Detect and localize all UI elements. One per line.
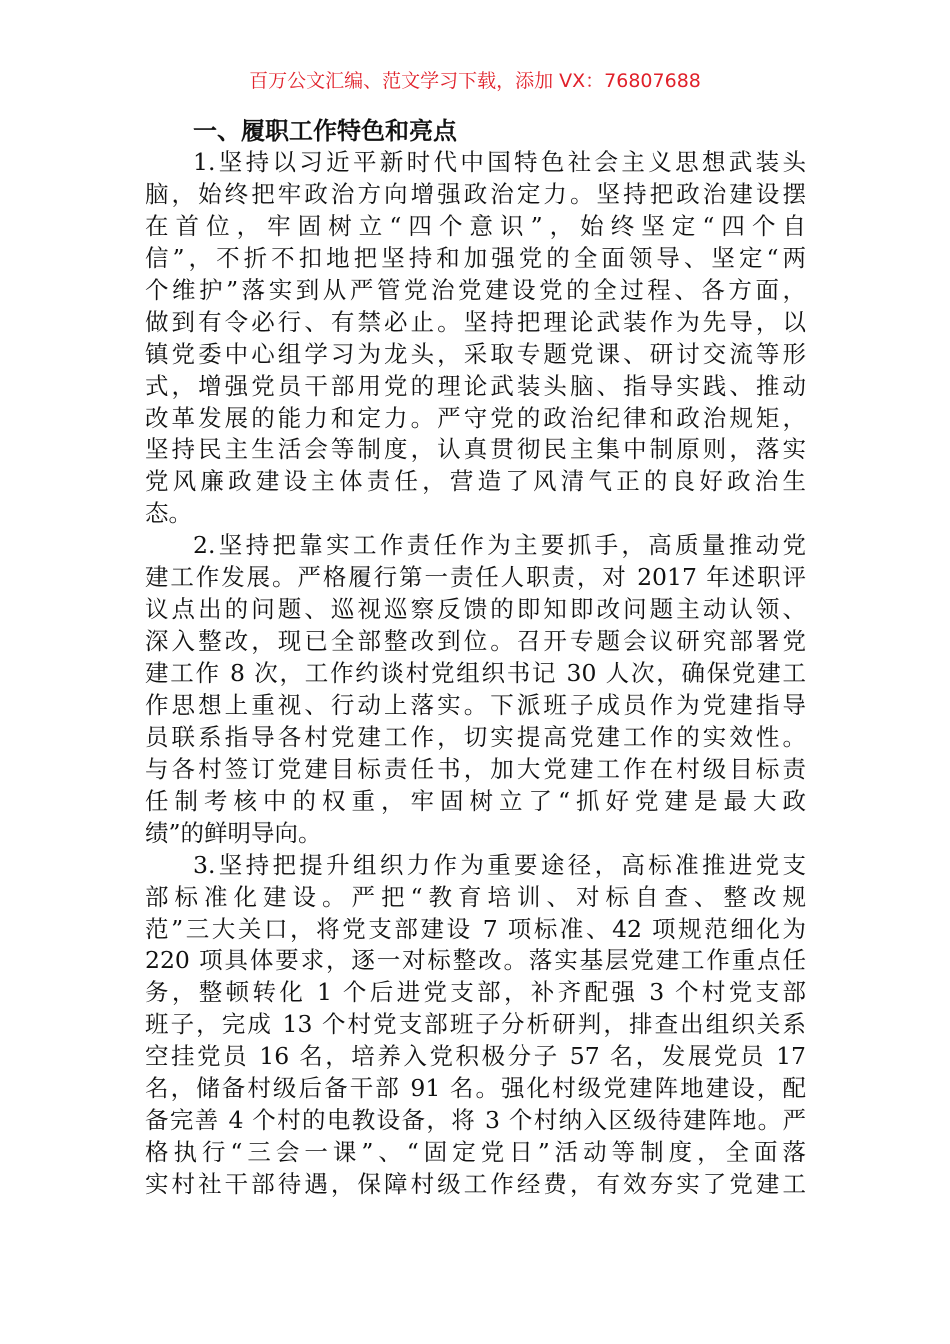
text-line: 改革发展的能力和定力。严守党的政治纪律和政治规矩， xyxy=(145,403,806,432)
paragraph xyxy=(145,147,806,530)
text-line: 深入整改，现已全部整改到位。召开专题会议研究部署党 xyxy=(145,627,806,656)
text-line: 绩”的鲜明导向。 xyxy=(145,818,322,847)
paragraph xyxy=(145,850,806,1201)
text-line: 态。 xyxy=(145,499,192,528)
text-line: 议点出的问题、巡视巡察反馈的即知即改问题主动认领、 xyxy=(145,595,806,624)
text-line: 部标准化建设。严把“教育培训、对标自查、整改规 xyxy=(145,882,806,911)
text-line: 镇党委中心组学习为龙头，采取专题党课、研讨交流等形 xyxy=(145,339,806,368)
text-line: 1.坚持以习近平新时代中国特色社会主义思想武装头 xyxy=(193,148,806,176)
watermark-header: 百万公文汇编、范文学习下载，添加 VX：76807688 xyxy=(249,70,701,92)
text-line: 备完善 4 个村的电教设备，将 3 个村纳入区级待建阵地。严 xyxy=(145,1106,806,1135)
text-line: 信”，不折不扣地把坚持和加强党的全面领导、坚定“两 xyxy=(145,243,806,272)
text-line: 脑，始终把牢政治方向增强政治定力。坚持把政治建设摆 xyxy=(145,179,806,208)
text-line: 任制考核中的权重，牢固树立了“抓好党建是最大政 xyxy=(145,786,806,815)
text-line: 220 项具体要求，逐一对标整改。落实基层党建工作重点任 xyxy=(145,946,806,975)
text-line: 实村社干部待遇，保障村级工作经费，有效夯实了党建工 xyxy=(145,1170,806,1198)
text-line: 个维护”落实到从严管党治党建设党的全过程、各方面， xyxy=(145,275,806,304)
text-line: 务，整顿转化 1 个后进党支部，补齐配强 3 个村党支部 xyxy=(145,978,806,1007)
text-line: 员联系指导各村党建工作，切实提高党建工作的实效性。 xyxy=(145,722,806,751)
text-line: 空挂党员 16 名，培养入党积极分子 57 名，发展党员 17 xyxy=(145,1042,806,1071)
text-line: 建工作发展。严格履行第一责任人职责，对 2017 年述职评 xyxy=(145,563,806,592)
text-line: 3.坚持把提升组织力作为重要途径，高标准推进党支 xyxy=(193,850,806,879)
text-line: 范”三大关口，将党支部建设 7 项标准、42 项规范细化为 xyxy=(145,914,806,943)
paragraph xyxy=(145,530,806,849)
section-heading: 一、履职工作特色和亮点 xyxy=(193,117,457,145)
text-line: 做到有令必行、有禁必止。坚持把理论武装作为先导，以 xyxy=(145,307,806,336)
text-line: 在首位，牢固树立“四个意识”，始终坚定“四个自 xyxy=(145,211,806,240)
text-line: 与各村签订党建目标责任书，加大党建工作在村级目标责 xyxy=(145,754,806,783)
text-line: 2.坚持把靠实工作责任作为主要抓手，高质量推动党 xyxy=(193,531,806,560)
text-line: 坚持民主生活会等制度，认真贯彻民主集中制原则，落实 xyxy=(145,435,806,464)
text-line: 作思想上重视、行动上落实。下派班子成员作为党建指导 xyxy=(145,690,806,719)
text-line: 建工作 8 次，工作约谈村党组织书记 30 人次，确保党建工 xyxy=(145,659,806,687)
text-line: 格执行“三会一课”、“固定党日”活动等制度，全面落 xyxy=(145,1138,806,1167)
text-line: 式，增强党员干部用党的理论武装头脑、指导实践、推动 xyxy=(145,371,806,400)
text-line: 班子，完成 13 个村党支部班子分析研判，排查出组织关系 xyxy=(145,1010,806,1039)
text-line: 党风廉政建设主体责任，营造了风清气正的良好政治生 xyxy=(145,467,806,496)
text-line: 名，储备村级后备干部 91 名。强化村级党建阵地建设，配 xyxy=(145,1074,806,1103)
document-body xyxy=(145,147,806,1201)
